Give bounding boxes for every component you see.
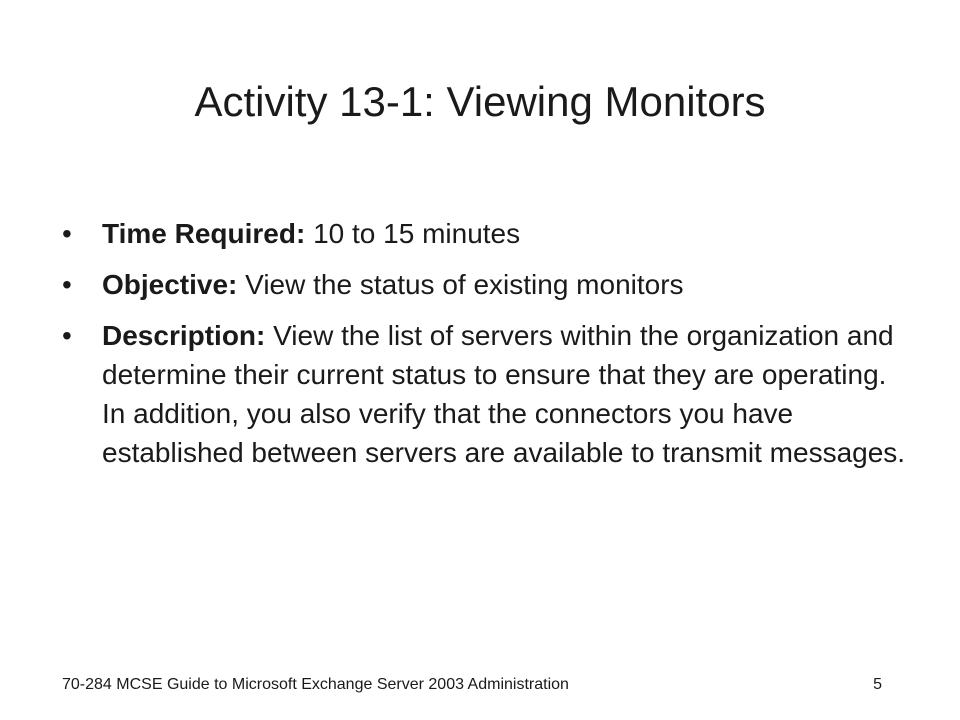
bullet-list [62,214,912,484]
bullet-description [62,316,912,472]
bullet-label: Time Required: [102,218,306,249]
footer-page-number: 5 [873,676,882,693]
bullet-dot-icon: • [62,320,72,351]
footer-course-title: 70-284 MCSE Guide to Microsoft Exchange Server 2003 Administration [62,676,569,693]
bullet-text: 10 to 15 minutes [305,218,521,249]
bullet-objective [62,265,912,304]
bullet-text: View the status of existing monitors [237,269,684,300]
bullet-label: Description: [102,320,266,351]
slide-title: Activity 13-1: Viewing Monitors [194,78,766,125]
bullet-text: View the list of servers within the organization and determine their current status to ensure that they are operating. In addition, you also verify that the connectors you have established between servers are available to transmit messages. [102,320,906,468]
bullet-dot-icon: • [62,269,72,300]
bullet-dot-icon: • [62,218,72,249]
bullet-time-required [62,214,912,253]
bullet-label: Objective: [102,269,238,300]
